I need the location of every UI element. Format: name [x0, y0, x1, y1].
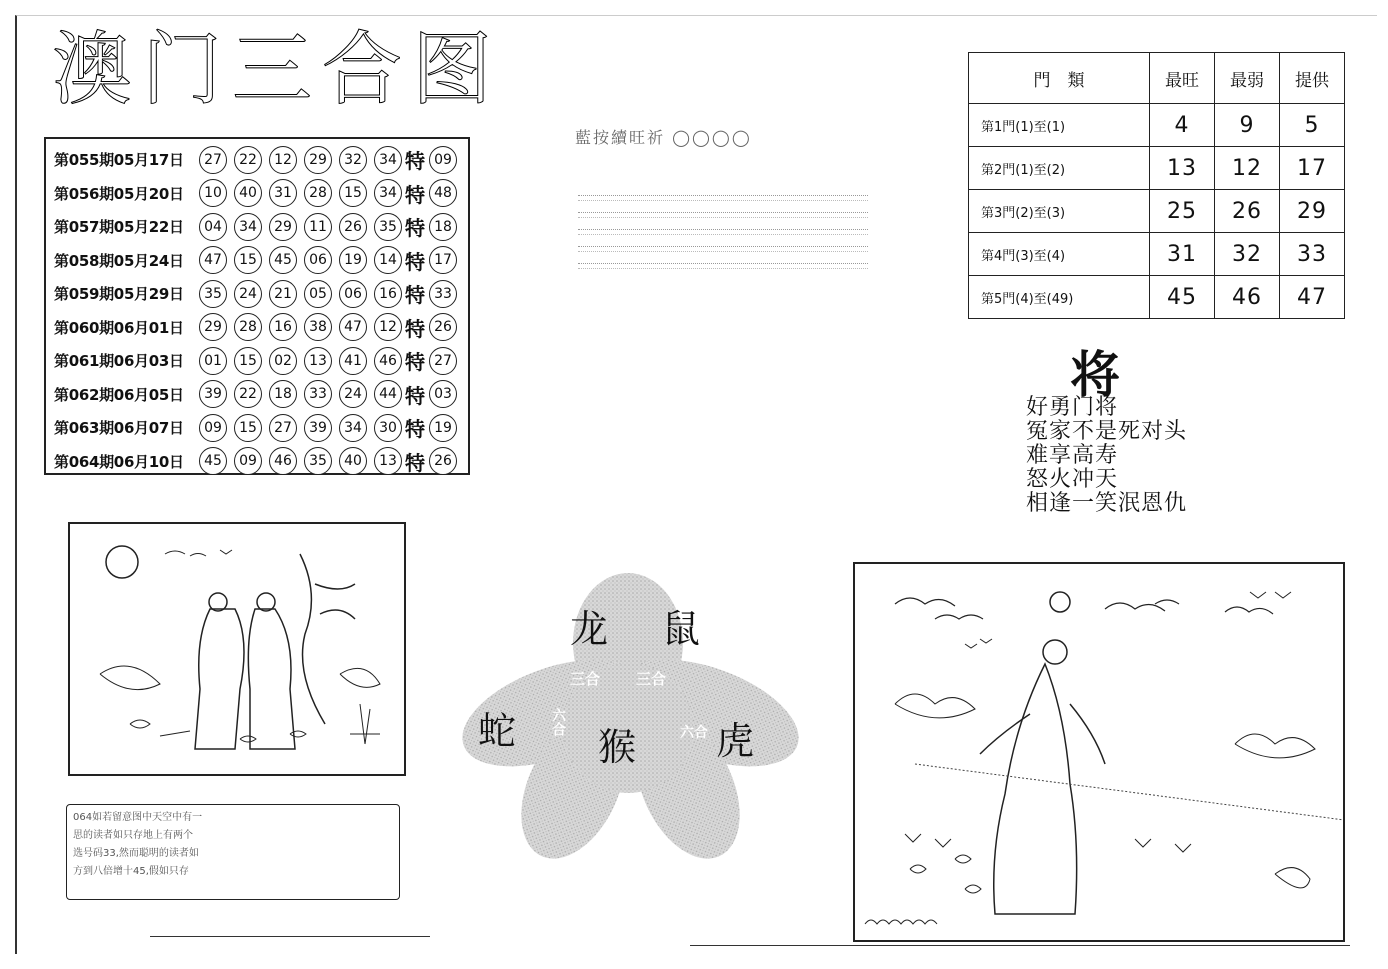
page-title: 澳门三合图 — [52, 23, 502, 116]
mid-faded-text — [578, 192, 868, 280]
number-ball: 26 — [339, 213, 367, 241]
number-ball: 01 — [199, 347, 227, 375]
number-ball: 47 — [339, 313, 367, 341]
number-ball: 34 — [234, 213, 262, 241]
note-line: 方到八倍增十45,假如只存 — [73, 866, 189, 877]
table-cell-offer: 5 — [1280, 104, 1345, 147]
special-number-ball: 19 — [429, 414, 457, 442]
number-ball: 04 — [199, 213, 227, 241]
poem — [1026, 396, 1187, 516]
table-cell-offer: 17 — [1280, 147, 1345, 190]
flower-label-liuhe: 六合 — [680, 725, 708, 741]
number-ball: 44 — [374, 380, 402, 408]
table-cell-max: 31 — [1150, 233, 1215, 276]
special-number-ball: 48 — [429, 179, 457, 207]
poem-line: 相逢一笑泯恩仇 — [1026, 491, 1188, 516]
table-row — [969, 190, 1345, 233]
draw-label: 第061期06月03日 — [54, 352, 184, 370]
number-ball: 22 — [234, 146, 262, 174]
draw-row — [54, 177, 457, 210]
table-cell-min: 26 — [1215, 190, 1280, 233]
table-cell-min: 32 — [1215, 233, 1280, 276]
number-ball: 11 — [304, 213, 332, 241]
number-ball: 41 — [339, 347, 367, 375]
table-row — [969, 104, 1345, 147]
table-cell-range: 第2門(1)至(2) — [969, 147, 1150, 190]
ink-drawing-figures-icon — [70, 524, 404, 774]
poem-line: 难享高寿 — [1026, 443, 1119, 468]
draw-label: 第062期06月05日 — [54, 385, 184, 404]
number-ball: 45 — [269, 246, 297, 274]
zodiac-title: 将 — [1070, 346, 1120, 404]
number-ball: 13 — [304, 347, 332, 375]
number-ball: 24 — [234, 280, 262, 308]
number-ball: 34 — [374, 146, 402, 174]
number-ball: 31 — [269, 179, 297, 207]
table-cell-range: 第3門(2)至(3) — [969, 190, 1150, 233]
special-marker: 特 — [405, 450, 425, 475]
table-row — [969, 147, 1345, 190]
special-marker: 特 — [405, 350, 425, 374]
mid-heading — [575, 125, 752, 148]
table-cell-min: 9 — [1215, 104, 1280, 147]
number-ball: 27 — [199, 146, 227, 174]
draw-label: 第057期05月22日 — [54, 218, 184, 236]
draw-label: 第059期05月29日 — [54, 285, 184, 303]
number-ball: 24 — [339, 380, 367, 408]
table-cell-range: 第1門(1)至(1) — [969, 104, 1150, 147]
special-marker: 特 — [405, 283, 425, 307]
table-cell-max: 13 — [1150, 147, 1215, 190]
mid-heading-text: 藍按續旺祈 — [575, 128, 666, 147]
table-cell-range: 第4門(3)至(4) — [969, 233, 1150, 276]
number-ball: 21 — [269, 280, 297, 308]
zodiac-dragon: 龙 — [570, 607, 609, 651]
special-marker: 特 — [405, 182, 425, 207]
special-marker: 特 — [405, 249, 425, 274]
number-ball: 46 — [374, 347, 402, 375]
number-ball: 22 — [234, 380, 262, 408]
draw-label: 第060期06月01日 — [54, 318, 184, 337]
table-cell-max: 25 — [1150, 190, 1215, 233]
number-ball: 29 — [199, 313, 227, 341]
illustration-left — [68, 522, 406, 776]
number-ball: 40 — [339, 447, 367, 475]
poem-line: 怒火冲天 — [1026, 467, 1119, 492]
draw-row — [54, 411, 457, 444]
number-ball: 35 — [304, 447, 332, 475]
special-marker: 特 — [405, 383, 425, 408]
zone-table — [968, 52, 1345, 319]
table-cell-min: 12 — [1215, 147, 1280, 190]
zodiac-snake: 蛇 — [478, 709, 517, 753]
number-ball: 29 — [304, 146, 332, 174]
draw-row — [54, 311, 457, 344]
number-ball: 15 — [234, 414, 262, 442]
number-ball: 16 — [374, 280, 402, 308]
number-ball: 19 — [339, 246, 367, 274]
table-cell-max: 4 — [1150, 104, 1215, 147]
number-ball: 09 — [234, 447, 262, 475]
number-ball: 27 — [269, 414, 297, 442]
number-ball: 34 — [339, 414, 367, 442]
special-number-ball: 26 — [429, 313, 457, 341]
number-ball: 14 — [374, 246, 402, 274]
flower-label-sanhe: 三合 — [570, 670, 601, 688]
table-cell-offer: 47 — [1280, 276, 1345, 319]
number-ball: 13 — [374, 447, 402, 475]
special-number-ball: 27 — [429, 347, 457, 375]
draw-row — [54, 344, 457, 377]
number-ball: 28 — [304, 179, 332, 207]
number-ball: 47 — [199, 246, 227, 274]
number-ball: 33 — [304, 380, 332, 408]
number-ball: 06 — [339, 280, 367, 308]
number-ball: 40 — [234, 179, 262, 207]
draw-label: 第058期05月24日 — [54, 251, 184, 270]
zodiac-tiger: 虎 — [716, 719, 755, 763]
ink-drawing-lady-icon — [855, 564, 1343, 940]
draw-label: 第056期05月20日 — [54, 184, 184, 203]
special-marker: 特 — [405, 417, 425, 441]
draw-label: 第055期05月17日 — [54, 151, 184, 169]
number-ball: 15 — [339, 179, 367, 207]
note-line: 选号码33,然而聪明的读者如 — [73, 848, 199, 859]
number-ball: 34 — [374, 179, 402, 207]
draw-row — [54, 143, 457, 176]
draw-row — [54, 445, 457, 478]
number-ball: 35 — [374, 213, 402, 241]
zodiac-rat: 鼠 — [662, 607, 701, 651]
number-ball: 46 — [269, 447, 297, 475]
number-ball: 45 — [199, 447, 227, 475]
number-ball: 15 — [234, 246, 262, 274]
table-cell-max: 45 — [1150, 276, 1215, 319]
number-ball: 39 — [199, 380, 227, 408]
note-line: 思的读者如只存地上有两个 — [73, 830, 193, 841]
illustration-right — [853, 562, 1345, 942]
special-marker: 特 — [405, 149, 425, 173]
circle-icons: ◯◯◯◯ — [672, 128, 752, 147]
number-ball: 39 — [304, 414, 332, 442]
table-cell-offer: 33 — [1280, 233, 1345, 276]
table-header: 最弱 — [1215, 53, 1280, 104]
special-marker: 特 — [405, 316, 425, 341]
poem-line: 好勇门将 — [1026, 395, 1119, 420]
table-cell-min: 46 — [1215, 276, 1280, 319]
draw-label: 第064期06月10日 — [54, 452, 184, 471]
flower-label-sanhe: 三合 — [636, 670, 667, 688]
bottom-rule — [150, 936, 430, 937]
special-number-ball: 09 — [429, 146, 457, 174]
number-ball: 12 — [269, 146, 297, 174]
table-row — [969, 233, 1345, 276]
number-ball: 06 — [304, 246, 332, 274]
draw-label: 第063期06月07日 — [54, 419, 184, 437]
note-box — [66, 804, 400, 900]
table-header: 門 類 — [969, 53, 1150, 104]
special-number-ball: 18 — [429, 213, 457, 241]
draw-row — [54, 378, 457, 411]
table-cell-range: 第5門(4)至(49) — [969, 276, 1150, 319]
number-ball: 09 — [199, 414, 227, 442]
number-ball: 12 — [374, 313, 402, 341]
draw-row — [54, 244, 457, 277]
number-ball: 18 — [269, 380, 297, 408]
number-ball: 28 — [234, 313, 262, 341]
table-cell-offer: 29 — [1280, 190, 1345, 233]
note-line: 064如若留意图中天空中有一 — [73, 812, 203, 823]
special-number-ball: 26 — [429, 447, 457, 475]
number-ball: 16 — [269, 313, 297, 341]
draw-row — [54, 210, 457, 243]
table-row — [969, 276, 1345, 319]
flower-label-liuhe: 六合 — [550, 708, 566, 736]
table-header: 提供 — [1280, 53, 1345, 104]
table-header: 最旺 — [1150, 53, 1215, 104]
number-ball: 30 — [374, 414, 402, 442]
number-ball: 35 — [199, 280, 227, 308]
special-marker: 特 — [405, 216, 425, 240]
number-ball: 15 — [234, 347, 262, 375]
zodiac-monkey: 猴 — [598, 725, 637, 769]
number-ball: 32 — [339, 146, 367, 174]
special-number-ball: 33 — [429, 280, 457, 308]
special-number-ball: 17 — [429, 246, 457, 274]
number-ball: 38 — [304, 313, 332, 341]
draw-row — [54, 277, 457, 310]
number-ball: 10 — [199, 179, 227, 207]
number-ball: 29 — [269, 213, 297, 241]
number-ball: 05 — [304, 280, 332, 308]
number-ball: 02 — [269, 347, 297, 375]
special-number-ball: 03 — [429, 380, 457, 408]
poem-line: 冤家不是死对头 — [1026, 419, 1188, 444]
bottom-rule — [690, 945, 1350, 946]
